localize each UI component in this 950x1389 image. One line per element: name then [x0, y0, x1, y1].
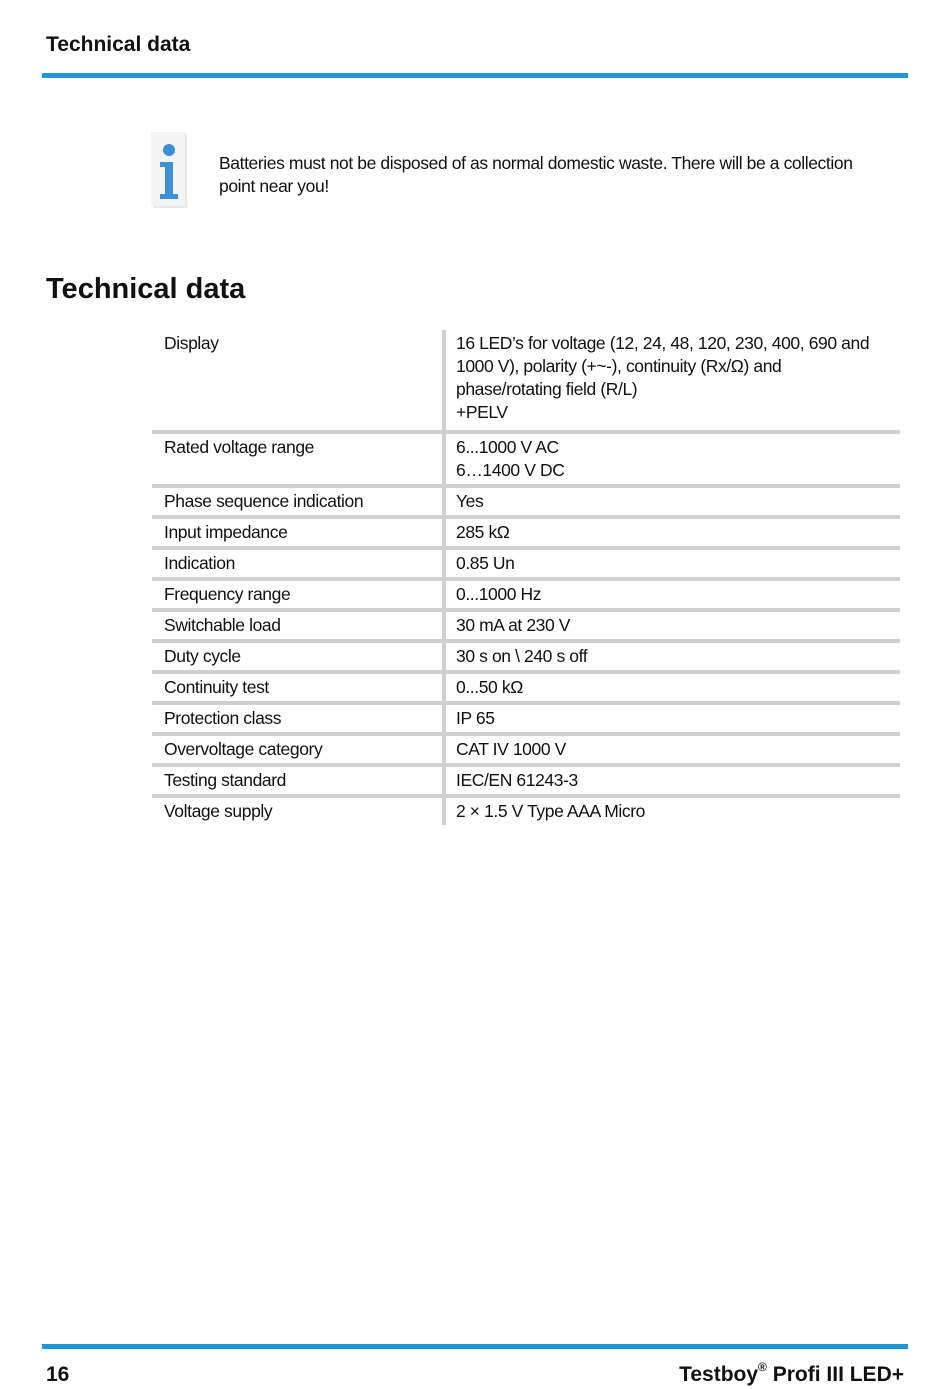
registered-mark: ® [758, 1360, 767, 1374]
spec-value-line: 16 LED’s for voltage (12, 24, 48, 120, 230, 400, 690 and [456, 333, 870, 353]
spec-label: Display [164, 333, 219, 353]
spec-value [446, 430, 900, 484]
spec-label: Frequency range [164, 584, 291, 604]
spec-value-line: IEC/EN 61243-3 [456, 770, 578, 790]
spec-value [446, 701, 900, 732]
spec-value [446, 577, 900, 608]
spec-value-line: +PELV [456, 402, 508, 422]
spec-value [446, 546, 900, 577]
spec-label: Voltage supply [164, 801, 273, 821]
table-row [152, 546, 900, 577]
spec-label: Overvoltage category [164, 739, 323, 759]
spec-value-line: IP 65 [456, 708, 495, 728]
section-title: Technical data [46, 273, 246, 305]
spec-value-line: Yes [456, 491, 484, 511]
spec-label: Duty cycle [164, 646, 241, 666]
spec-label: Testing standard [164, 770, 287, 790]
spec-value-line: 0...50 kΩ [456, 677, 523, 697]
info-note [148, 132, 888, 212]
brand-name: Testboy [679, 1363, 759, 1386]
table-row [152, 639, 900, 670]
table-row [152, 794, 900, 825]
header-title: Technical data [46, 33, 191, 56]
spec-value [446, 670, 900, 701]
note-text: Batteries must not be disposed of as normal domestic waste. There will be a collection point near you! [219, 153, 853, 196]
table-row [152, 484, 900, 515]
spec-label: Continuity test [164, 677, 269, 697]
table-row [152, 670, 900, 701]
table-row [152, 430, 900, 484]
spec-value-line: 285 kΩ [456, 522, 510, 542]
spec-value-line: 0.85 Un [456, 553, 515, 573]
spec-value-line: 6…1400 V DC [456, 460, 565, 480]
spec-value-line: 6...1000 V AC [456, 437, 559, 457]
table-row [152, 608, 900, 639]
spec-value [446, 763, 900, 794]
spec-value-line: 30 s on \ 240 s off [456, 646, 588, 666]
footer-rule [42, 1344, 908, 1349]
spec-value-line: 30 mA at 230 V [456, 615, 571, 635]
spec-value [446, 794, 900, 825]
header-rule [42, 73, 908, 78]
info-icon [150, 132, 188, 210]
product-model: Profi III LED+ [766, 1363, 904, 1386]
spec-label: Input impedance [164, 522, 288, 542]
spec-value [446, 732, 900, 763]
spec-label: Switchable load [164, 615, 281, 635]
spec-value [446, 515, 900, 546]
spec-value-line: 0...1000 Hz [456, 584, 542, 604]
table-row [152, 763, 900, 794]
spec-label: Indication [164, 553, 235, 573]
spec-value [446, 639, 900, 670]
table-row [152, 732, 900, 763]
spec-value [446, 484, 900, 515]
spec-table [152, 330, 900, 825]
spec-value-line: CAT IV 1000 V [456, 739, 566, 759]
spec-label: Rated voltage range [164, 437, 315, 457]
spec-value-line: phase/rotating field (R/L) [456, 379, 638, 399]
table-row [152, 577, 900, 608]
spec-value [446, 608, 900, 639]
product-name [679, 1360, 904, 1387]
table-row [152, 515, 900, 546]
table-row [152, 330, 900, 430]
spec-label: Phase sequence indication [164, 491, 364, 511]
table-row [152, 701, 900, 732]
spec-label: Protection class [164, 708, 282, 728]
page-number: 16 [46, 1363, 70, 1386]
spec-value-line: 2 × 1.5 V Type AAA Micro [456, 801, 646, 821]
spec-value [446, 330, 900, 430]
spec-value-line: 1000 V), polarity (+~-), continuity (Rx/Ω) and [456, 356, 782, 376]
